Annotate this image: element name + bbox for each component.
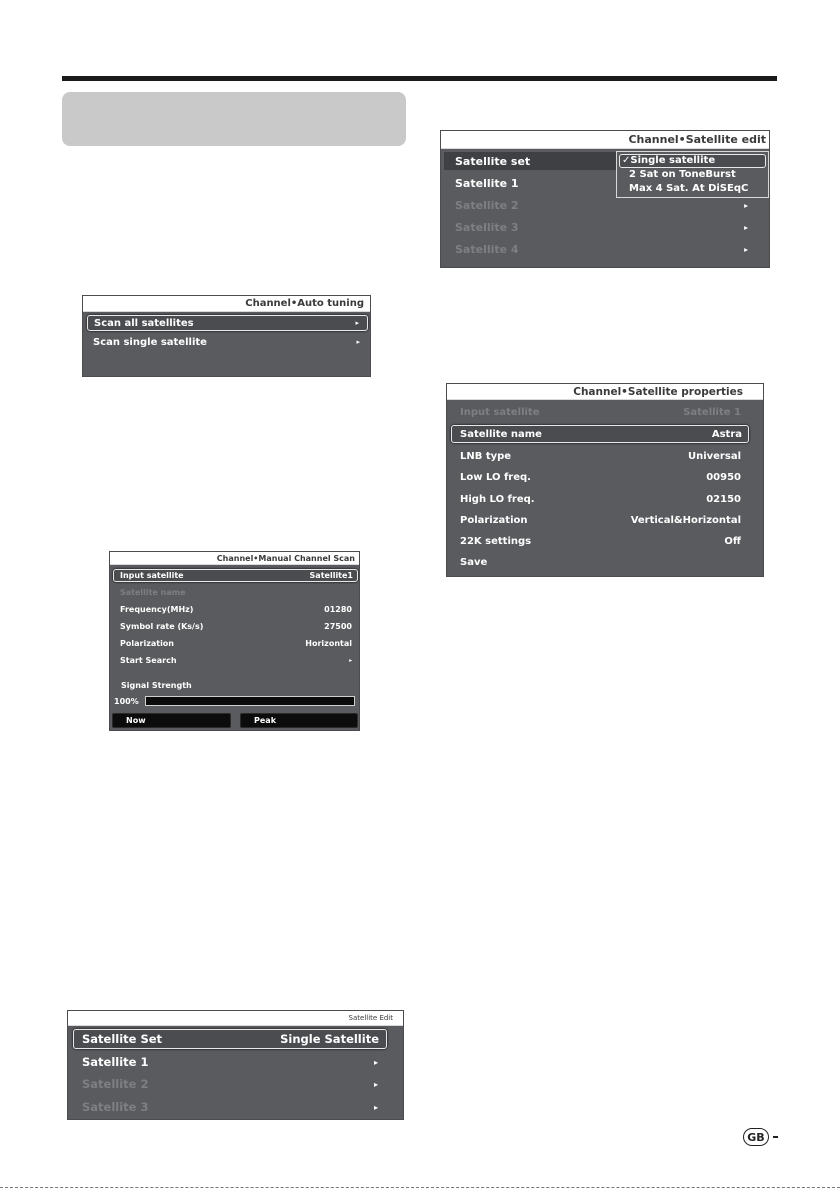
row-label: Satellite 4 — [455, 242, 519, 256]
dropdown-option-single-satellite[interactable] — [619, 154, 766, 168]
signal-strength-label: Signal Strength — [121, 681, 192, 690]
row-label: Polarization — [120, 639, 174, 648]
satellite-3-row — [444, 218, 768, 236]
chevron-right-icon: ▸ — [744, 222, 748, 232]
row-label: Input satellite — [460, 406, 540, 418]
row-label: Input satellite — [120, 571, 184, 580]
menu-header: Channel•Satellite edit — [441, 131, 769, 149]
button-label: Peak — [254, 716, 277, 725]
row-label: Save — [460, 556, 488, 568]
row-value: Universal — [687, 450, 741, 462]
chevron-right-icon: ▸ — [373, 1102, 378, 1112]
row-label: Satellite Set — [82, 1032, 163, 1046]
satellite-2-row — [73, 1074, 400, 1094]
satellite-edit-large-menu — [67, 1010, 404, 1120]
row-label: Satellite name — [120, 588, 186, 597]
signal-percent-label: 100% — [114, 697, 139, 706]
row-label: Low LO freq. — [460, 471, 531, 483]
satellite-properties-menu — [446, 383, 764, 577]
chevron-right-icon: ▸ — [349, 657, 352, 664]
row-value: 00950 — [706, 471, 741, 483]
row-value: 01280 — [324, 605, 352, 614]
row-value: Off — [724, 535, 741, 547]
dropdown-option-max-4-sat-diseqc[interactable] — [629, 183, 748, 195]
row-value: Horizontal — [305, 639, 352, 648]
menu-header: Channel•Satellite properties — [447, 384, 763, 400]
chevron-right-icon: ▸ — [744, 200, 748, 210]
save-row[interactable] — [451, 553, 761, 571]
page-number-dash — [773, 1136, 778, 1138]
row-label: High LO freq. — [460, 493, 535, 505]
option-label: Single satellite — [630, 155, 716, 166]
chevron-right-icon: ▸ — [355, 319, 359, 327]
lnb-type-row[interactable] — [451, 447, 761, 465]
start-search-row[interactable] — [113, 654, 358, 667]
row-value: Vertical&Horizontal — [630, 514, 741, 526]
22k-settings-row[interactable] — [451, 532, 761, 550]
chevron-right-icon: ▸ — [373, 1079, 378, 1089]
row-label: LNB type — [460, 450, 512, 462]
satellite-4-row — [444, 240, 768, 258]
satellite-3-row — [73, 1097, 400, 1117]
satellite-set-dropdown[interactable] — [616, 151, 769, 198]
input-satellite-row[interactable] — [113, 569, 358, 582]
row-label: 22K settings — [460, 535, 532, 547]
menu-header: Channel•Manual Channel Scan — [110, 552, 359, 565]
low-lo-freq-row[interactable] — [451, 468, 761, 486]
manual-channel-scan-menu — [109, 551, 360, 731]
high-lo-freq-row[interactable] — [451, 490, 761, 508]
chevron-right-icon: ▸ — [744, 244, 748, 254]
button-label: Now — [126, 716, 146, 725]
row-label: Satellite 1 — [82, 1055, 149, 1069]
row-label: Start Search — [120, 656, 177, 665]
dropdown-option-2-sat-toneburst[interactable] — [629, 169, 736, 181]
satellite-set-row[interactable] — [73, 1029, 387, 1049]
row-value: 02150 — [706, 493, 741, 505]
symbol-rate-row[interactable] — [113, 620, 358, 633]
menu-item-scan-single-satellite[interactable] — [87, 334, 368, 350]
row-label: Satellite name — [460, 428, 542, 440]
input-satellite-row — [451, 403, 761, 421]
row-label: Satellite 1 — [455, 176, 519, 190]
satellite-name-row[interactable] — [451, 425, 749, 443]
row-label: Satellite set — [455, 154, 531, 168]
signal-strength-bar — [145, 696, 355, 706]
polarization-row[interactable] — [113, 637, 358, 650]
menu-item-scan-all-satellites[interactable] — [87, 315, 368, 331]
row-label: Satellite 3 — [82, 1100, 149, 1114]
chevron-right-icon: ▸ — [373, 1057, 378, 1067]
row-label: Satellite 2 — [455, 198, 519, 212]
polarization-row[interactable] — [451, 511, 761, 529]
row-value: Astra — [711, 428, 742, 440]
row-label: Satellite 2 — [82, 1077, 149, 1091]
now-button[interactable] — [112, 713, 231, 728]
row-label: Satellite 3 — [455, 220, 519, 234]
chevron-right-icon: ▸ — [356, 338, 360, 346]
top-rule — [62, 76, 777, 81]
row-value: Single Satellite — [280, 1032, 379, 1046]
peak-button[interactable] — [240, 713, 358, 728]
row-value: Satellite 1 — [683, 406, 741, 418]
row-label: Polarization — [460, 514, 528, 526]
region-badge: GB — [743, 1128, 769, 1146]
auto-tuning-menu — [82, 295, 371, 377]
menu-header: Channel•Auto tuning — [83, 296, 370, 312]
menu-item-label: Scan all satellites — [94, 317, 194, 329]
menu-header: Satellite Edit — [68, 1011, 403, 1026]
row-value: Satellite1 — [309, 571, 353, 580]
row-label: Symbol rate (Ks/s) — [120, 622, 204, 631]
row-value: 27500 — [324, 622, 352, 631]
page-trim-line — [0, 1187, 840, 1188]
section-heading-box — [62, 92, 406, 146]
check-icon: ✓ — [622, 155, 631, 166]
menu-item-label: Scan single satellite — [93, 336, 207, 348]
row-label: Frequency(MHz) — [120, 605, 194, 614]
option-label: Max 4 Sat. At DiSEqC — [629, 183, 749, 194]
satellite-edit-menu — [440, 130, 770, 268]
frequency-row[interactable] — [113, 603, 358, 616]
satellite-name-row — [113, 586, 358, 599]
option-label: 2 Sat on ToneBurst — [629, 169, 736, 180]
satellite-2-row — [444, 196, 768, 214]
satellite-1-row[interactable] — [73, 1052, 400, 1072]
